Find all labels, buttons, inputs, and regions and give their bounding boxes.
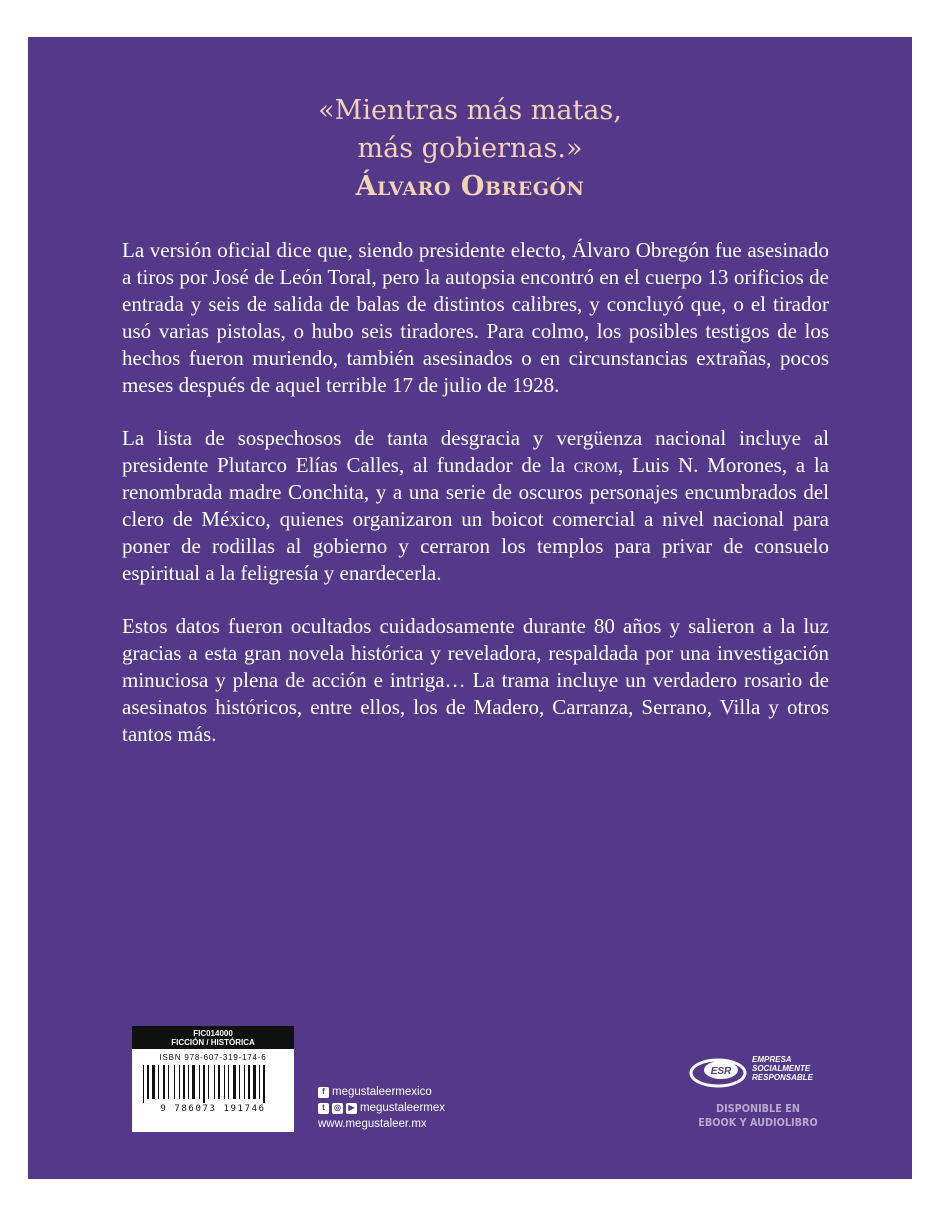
availability-note: [692, 1102, 824, 1130]
esr-line-2: SOCIALMENTE: [752, 1064, 811, 1073]
youtube-icon[interactable]: ▶: [346, 1103, 357, 1114]
facebook-row: [318, 1084, 445, 1100]
synopsis-paragraph-3: Estos datos fueron ocultados cuidadosamente durante 80 años y salieron a la luz gracias a esta gran novela histórica y reveladora, respaldada por una investigación minuciosa y plena de acción e intriga… La trama incluye un verdadero rosario de asesinatos históricos, entre ellos, los de Madero, Carranza, Serrano, Villa y otros tantos más.: [122, 614, 829, 746]
synopsis-paragraph-2: [122, 425, 829, 587]
category-label: FICCIÓN / HISTÓRICA: [171, 1038, 255, 1047]
esr-text: [752, 1055, 813, 1082]
crom-small-caps: crom: [573, 453, 618, 477]
esr-line-1: EMPRESA: [752, 1055, 792, 1064]
availability-line-1: DISPONIBLE EN: [716, 1102, 800, 1115]
availability-line-2: EBOOK Y AUDIOLIBRO: [698, 1116, 818, 1129]
synopsis: [122, 237, 829, 774]
esr-logo: [688, 1051, 838, 1091]
synopsis-paragraph-2-start: La lista de sospechosos de tanta desgracia y vergüenza nacional incluye al presidente Plutarco Elías Calles, al fundador de la: [122, 426, 829, 477]
synopsis-paragraph-1: La versión oficial dice que, siendo presidente electo, Álvaro Obregón fue asesinado a tiros por José de León Toral, pero la autopsia encontró en el cuerpo 13 orificios de entrada y seis de salida de balas de distintos calibres, y concluyó que, o el tirador usó varias pistolas, o hubo seis tiradores. Para colmo, los posibles testigos de los hechos fueron muriendo, también asesinados o en circunstancias extrañas, pocos meses después de aquel terrible 17 de julio de 1928.: [122, 238, 829, 397]
esr-line-3: RESPONSABLE: [752, 1073, 813, 1082]
category-code: FIC014000: [193, 1029, 233, 1038]
isbn-text: ISBN 978-607-319-174-6: [159, 1053, 267, 1062]
quote-line-1: «Mientras más matas,: [318, 95, 622, 126]
synopsis-paragraph-2-end: , Luis N. Morones, a la renombrada madre Conchita, y a una serie de oscuros personajes encumbrados del clero de México, quienes organizaron un boicot comercial a nivel nacional para poner de rodillas al gobierno y cerraron los templos para privar de consuelo espiritual a la feligresía y enardecerla.: [122, 453, 829, 585]
barcode-icon: [140, 1065, 286, 1103]
facebook-icon[interactable]: f: [318, 1087, 329, 1098]
facebook-handle[interactable]: megustaleermexico: [332, 1086, 432, 1098]
other-social-row: [318, 1100, 445, 1116]
back-cover: [28, 37, 912, 1179]
social-links: [318, 1084, 445, 1132]
instagram-icon[interactable]: ◎: [332, 1103, 343, 1114]
quote-line-2: más gobiernas.»: [357, 133, 583, 164]
website-row: [318, 1116, 445, 1132]
website-link[interactable]: www.megustaleer.mx: [318, 1118, 427, 1130]
epigraph-quote: [28, 92, 912, 206]
esr-logo-text: ESR: [710, 1066, 732, 1077]
twitter-icon[interactable]: t: [318, 1103, 329, 1114]
isbn-barcode-block: [132, 1026, 294, 1132]
barcode-digits: 9 786073 191746: [160, 1104, 266, 1114]
esr-emblem-icon: [688, 1051, 748, 1091]
social-handle[interactable]: megustaleermex: [360, 1102, 446, 1114]
quote-author: Álvaro Obregón: [355, 171, 585, 202]
category-header: [132, 1026, 294, 1049]
